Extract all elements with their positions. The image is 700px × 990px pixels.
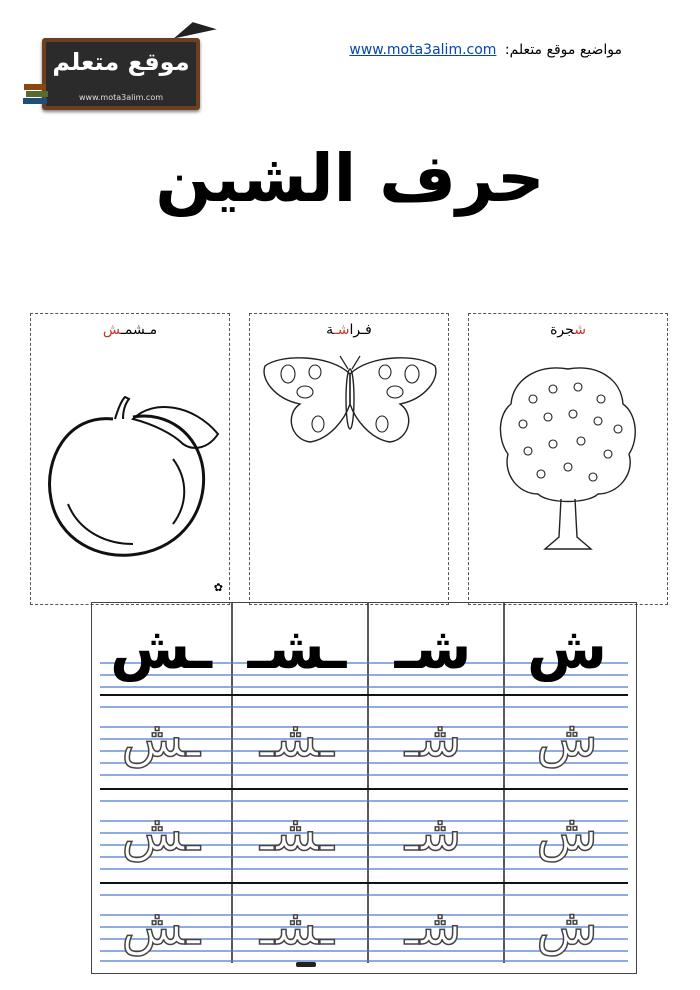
trace-letter: ش: [536, 804, 598, 862]
trace-letter: ـش: [121, 804, 201, 862]
card-apricot: [30, 313, 230, 605]
butterfly-drawing: [260, 354, 440, 449]
card-label-butterfly: فـراشـة: [326, 322, 372, 338]
logo-chalkboard: [42, 38, 200, 110]
books-icon: [22, 80, 50, 110]
trace-letter: ـشـ: [260, 804, 334, 862]
trace-letter: شـ: [404, 710, 462, 768]
trace-letter: ش: [536, 898, 598, 956]
apricot-drawing: [43, 389, 223, 564]
logo-text: موقع متعلم: [52, 48, 190, 76]
graduation-cap-icon: [171, 18, 217, 39]
page-title: حرف الشين: [155, 140, 545, 217]
small-mascot-icon: ✿: [213, 581, 223, 594]
card-label-apricot: مـشمـش: [102, 322, 158, 338]
trace-letter: شـ: [404, 804, 462, 862]
header-line: [349, 42, 622, 58]
card-tree: [468, 313, 668, 605]
trace-letter: شـ: [404, 898, 462, 956]
model-letter-initial: شـ: [394, 614, 472, 682]
card-label-tree: شجرة: [550, 322, 586, 338]
header-label: مواضيع موقع متعلم:: [504, 42, 622, 58]
footer-mark: [296, 962, 316, 967]
site-link[interactable]: www.mota3alim.com: [349, 42, 497, 58]
logo-url: www.mota3alim.com: [78, 93, 164, 102]
practice-sheet: [91, 602, 637, 974]
trace-letter: ـشـ: [260, 898, 334, 956]
trace-letter: ـشـ: [260, 710, 334, 768]
card-butterfly: [249, 313, 449, 605]
model-letter-final: ـش: [110, 614, 212, 682]
trace-letter: ـش: [121, 710, 201, 768]
site-logo[interactable]: [22, 22, 212, 122]
model-letter-isolated: ش: [526, 614, 608, 682]
trace-letter: ـش: [121, 898, 201, 956]
model-letter-medial: ـشـ: [247, 614, 347, 682]
tree-drawing: [493, 359, 643, 554]
trace-letter: ش: [536, 710, 598, 768]
